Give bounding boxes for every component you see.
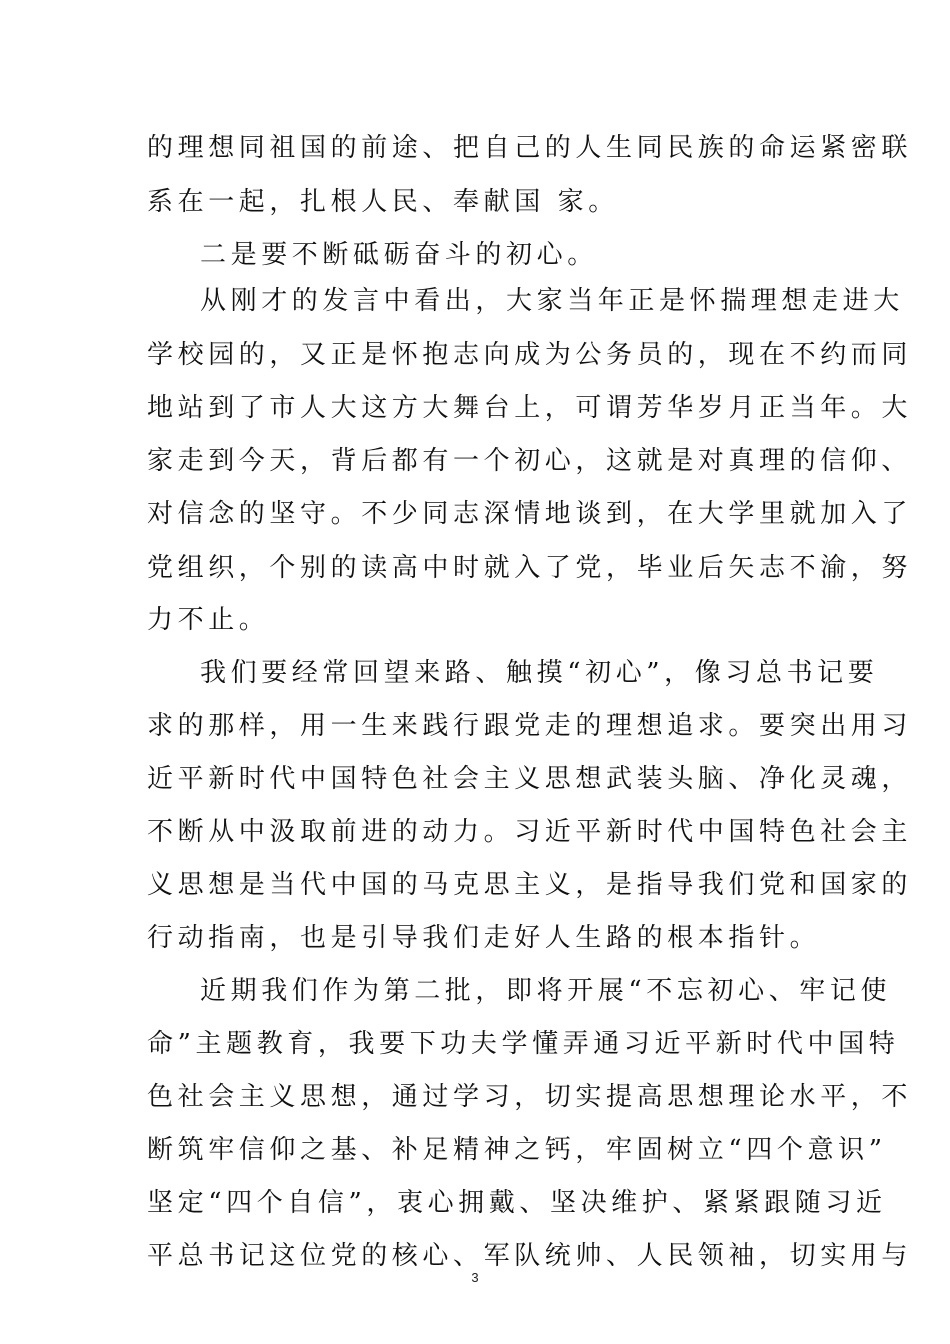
text-line: 我们要经常回望来路、触摸“初心”，像习总书记要: [200, 658, 879, 688]
text-line: 地站到了市人大这方大舞台上，可谓芳华岁月正当年。大: [147, 393, 913, 423]
text-line: 断筑牢信仰之基、补足精神之钙，牢固树立“四个意识”: [147, 1135, 887, 1165]
text-line: 近平新时代中国特色社会主义思想武装头脑、净化灵魂，: [147, 764, 913, 794]
text-line: 力不止。: [147, 605, 270, 635]
text-line: 不断从中汲取前进的动力。习近平新时代中国特色社会主: [147, 817, 913, 847]
text-line: 系在一起，扎根人民、奉献国 家。: [147, 187, 619, 217]
text-line: 党组织，个别的读高中时就入了党，毕业后矢志不渝，努: [147, 553, 913, 583]
text-line: 家走到今天，背后都有一个初心，这就是对真理的信仰、: [147, 446, 913, 476]
text-line: 命”主题教育，我要下功夫学懂弄通习近平新时代中国特: [147, 1029, 900, 1059]
section-heading: 二是要不断砥砺奋斗的初心。: [200, 240, 598, 270]
text-line: 色社会主义思想，通过学习，切实提高思想理论水平，不: [147, 1082, 913, 1112]
page-number: 3: [471, 1270, 479, 1285]
text-line: 义思想是当代中国的马克思主义，是指导我们党和国家的: [147, 870, 913, 900]
text-line: 平总书记这位党的核心、军队统帅、人民领袖，切实用与: [147, 1241, 913, 1271]
text-line: 求的那样，用一生来践行跟党走的理想追求。要突出用习: [147, 711, 913, 741]
text-line: 行动指南，也是引导我们走好人生路的根本指针。: [147, 923, 821, 953]
text-line: 的理想同祖国的前途、把自己的人生同民族的命运紧密联: [147, 133, 913, 163]
text-line: 坚定“四个自信”，衷心拥戴、坚决维护、紧紧跟随习近: [147, 1188, 887, 1218]
text-line: 近期我们作为第二批，即将开展“不忘初心、牢记使: [200, 976, 892, 1006]
text-line: 从刚才的发言中看出，大家当年正是怀揣理想走进大: [200, 286, 904, 316]
text-line: 学校园的，又正是怀抱志向成为公务员的，现在不约而同: [147, 340, 913, 370]
text-line: 对信念的坚守。不少同志深情地谈到，在大学里就加入了: [147, 499, 913, 529]
